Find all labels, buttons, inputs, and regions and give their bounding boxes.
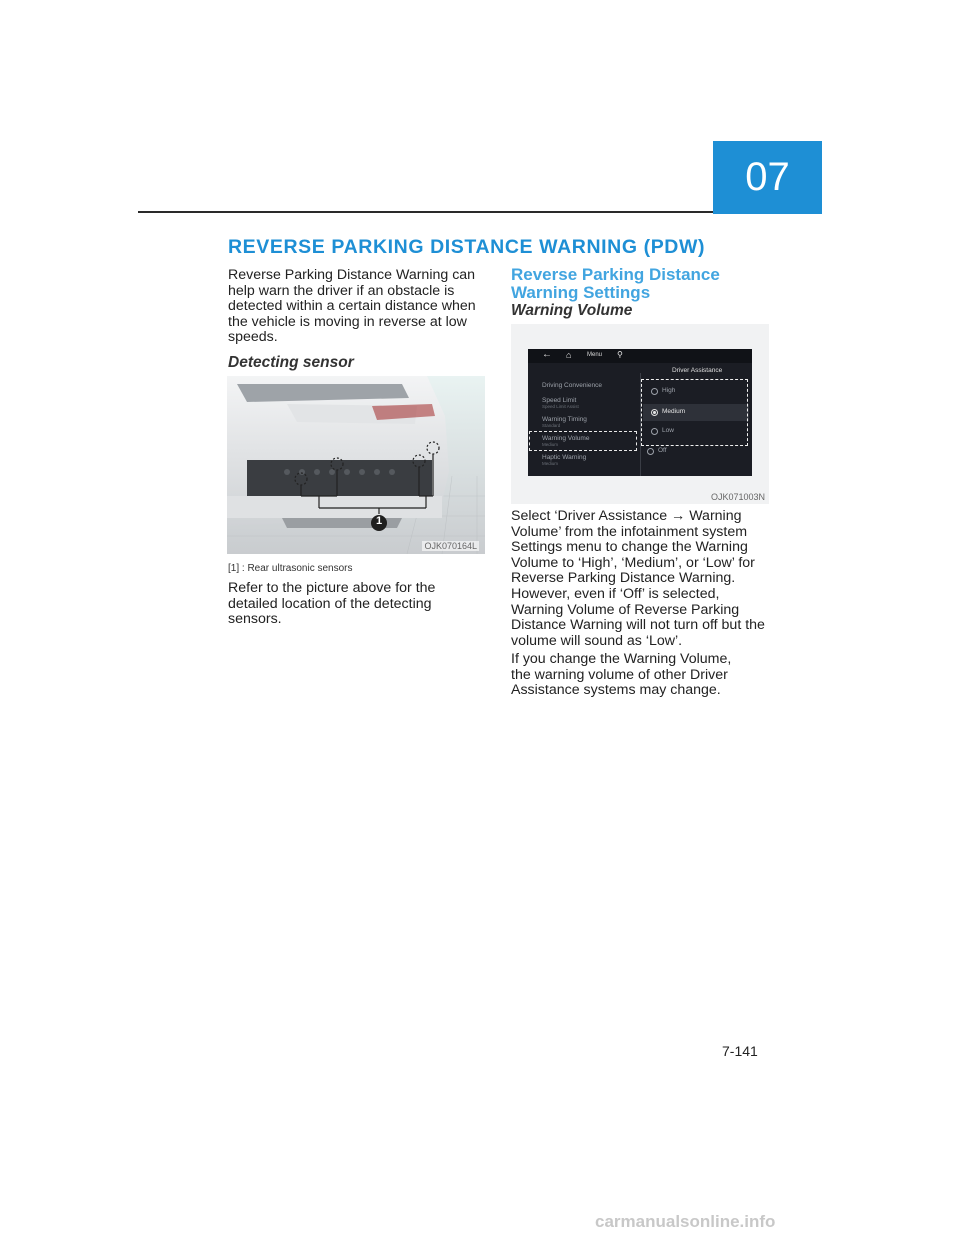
image-code-settings: OJK071003N — [710, 492, 765, 502]
sensor-callout-number: 1 — [375, 515, 383, 527]
screen-top-bar — [528, 349, 752, 363]
infotainment-figure — [511, 324, 769, 504]
car-rear-illustration — [227, 376, 485, 554]
image-code: OJK070164L — [424, 541, 477, 551]
panel-title: Driver Assistance — [672, 367, 723, 374]
menu-item-driving-convenience[interactable]: Driving Convenience — [542, 382, 602, 389]
option-off[interactable]: Off — [644, 445, 744, 461]
detecting-sensor-heading: Detecting sensor — [228, 354, 354, 371]
header-rule — [138, 211, 713, 213]
warning-volume-highlight — [529, 431, 637, 451]
watermark: carmanualsonline.info — [595, 1212, 776, 1231]
search-icon[interactable]: ⚲ — [617, 350, 623, 359]
option-low[interactable]: Low — [648, 425, 748, 441]
radio-off-icon[interactable] — [647, 448, 654, 455]
home-icon[interactable]: ⌂ — [566, 350, 572, 360]
menu-item-haptic-warning[interactable]: Haptic Warning Medium — [542, 454, 587, 466]
settings-paragraph-1: Select ‘Driver Assistance → Warning Volume’ from the infotainment system Settings menu to change the Warning Volume to ‘High’, ‘Medium’, or ‘Low’ for Reverse Parking Distance Warning. — [511, 508, 755, 587]
back-arrow-icon[interactable]: ← — [542, 349, 552, 360]
infotainment-screen — [528, 349, 752, 476]
menu-item-warning-volume[interactable]: Warning Volume Medium — [542, 435, 590, 447]
settings-paragraph-3: If you change the Warning Volume, the warning volume of other Driver Assistance systems may change. — [511, 651, 732, 699]
rear-sensor-figure — [227, 376, 485, 554]
settings-heading: Reverse Parking Distance Warning Settings — [511, 265, 720, 302]
chapter-tab: 07 — [713, 141, 822, 214]
option-high[interactable]: High — [648, 385, 748, 401]
sensor-location-paragraph: Refer to the picture above for the detailed location of the detecting sensors. — [228, 580, 436, 628]
page-number: 7-141 — [722, 1043, 758, 1059]
option-medium[interactable]: Medium — [643, 404, 749, 421]
menu-label[interactable]: Menu — [587, 352, 603, 358]
section-title: REVERSE PARKING DISTANCE WARNING (PDW) — [228, 236, 706, 258]
intro-paragraph: Reverse Parking Distance Warning can help warn the driver if an obstacle is detected within a certain distance when the vehicle is moving in reverse at low speeds. — [228, 267, 476, 346]
menu-item-speed-limit[interactable]: Speed Limit Speed Limit Assist — [542, 397, 579, 409]
warning-volume-heading: Warning Volume — [511, 302, 633, 319]
figure-caption: [1] : Rear ultrasonic sensors — [228, 563, 353, 574]
settings-paragraph-2: However, even if ‘Off’ is selected, Warning Volume of Reverse Parking Distance Warning will not turn off but the volume will sound as ‘Low’. — [511, 586, 765, 649]
menu-item-warning-timing[interactable]: Warning Timing Standard — [542, 416, 587, 428]
options-highlight — [641, 379, 748, 446]
